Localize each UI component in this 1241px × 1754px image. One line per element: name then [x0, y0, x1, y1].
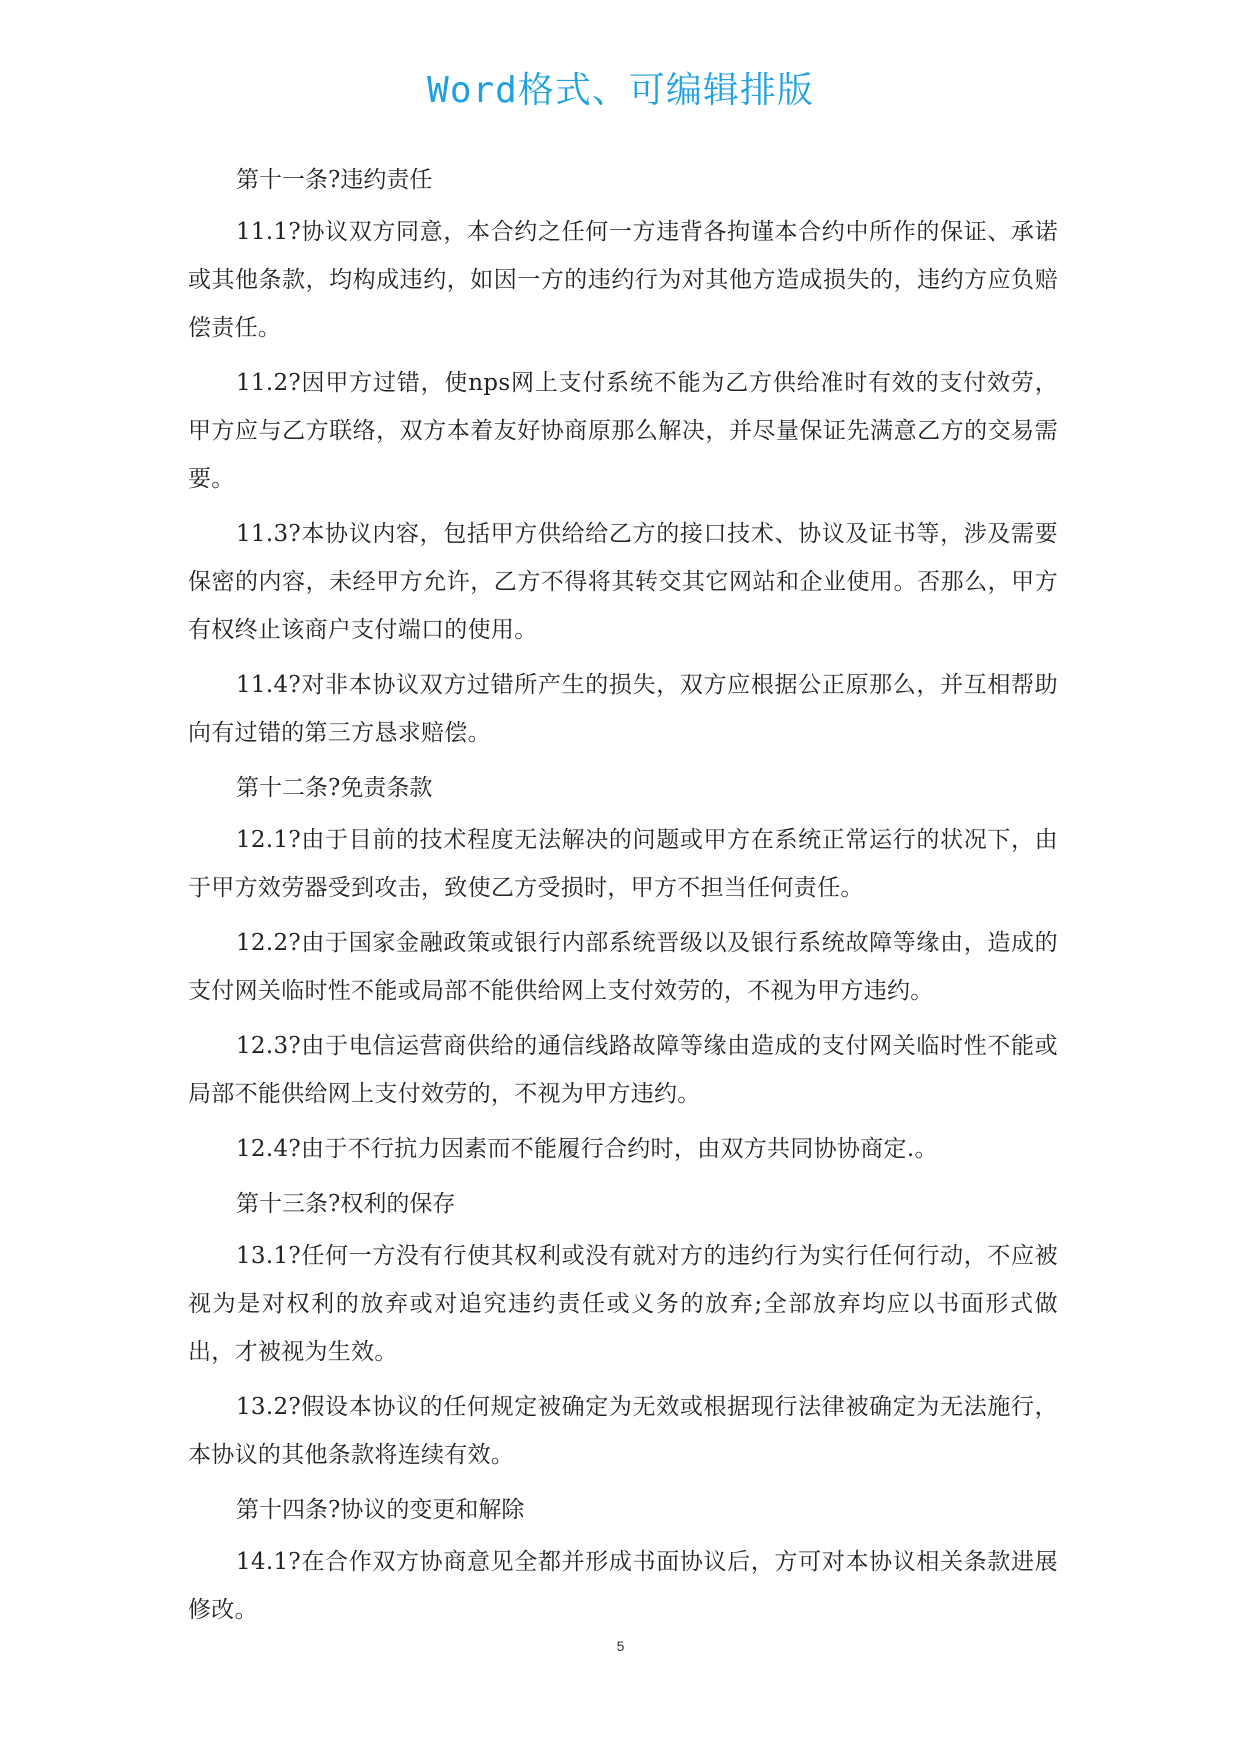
paragraph: 13.2?假设本协议的任何规定被确定为无效或根据现行法律被确定为无法施行，本协议的其他条款将连续有效。 [188, 1394, 1058, 1468]
section-heading: 第十三条?权利的保存 [236, 1191, 456, 1217]
paragraph: 11.2?因甲方过错，使nps网上支付系统不能为乙方供给准时有效的支付效劳，甲方应与乙方联络，双方本着友好协商原那么解决，并尽量保证先满意乙方的交易需要。 [188, 370, 1058, 492]
section-heading: 第十四条?协议的变更和解除 [236, 1497, 525, 1523]
paragraph: 11.3?本协议内容，包括甲方供给给乙方的接口技术、协议及证书等，涉及需要保密的内容，未经甲方允许，乙方不得将其转交其它网站和企业使用。否那么，甲方有权终止该商户支付端口的使用。 [188, 521, 1058, 643]
paragraph: 12.2?由于国家金融政策或银行内部系统晋级以及银行系统故障等缘由，造成的支付网关临时性不能或局部不能供给网上支付效劳的，不视为甲方违约。 [188, 930, 1058, 1004]
paragraph: 13.1?任何一方没有行使其权利或没有就对方的违约行为实行任何行动，不应被视为是对权利的放弃或对追究违约责任或义务的放弃;全部放弃均应以书面形式做出，才被视为生效。 [188, 1243, 1058, 1365]
section-heading: 第十一条?违约责任 [236, 167, 433, 193]
header-title: Word格式、可编辑排版 [427, 70, 814, 111]
section-heading: 第十二条?免责条款 [236, 775, 433, 801]
paragraph: 12.4?由于不行抗力因素而不能履行合约时，由双方共同协协商定.。 [236, 1136, 938, 1162]
paragraph: 14.1?在合作双方协商意见全都并形成书面协议后，方可对本协议相关条款进展修改。 [188, 1549, 1058, 1623]
paragraph: 11.4?对非本协议双方过错所产生的损失，双方应根据公正原那么，并互相帮助向有过错的第三方恳求赔偿。 [188, 672, 1058, 746]
page-number: 5 [616, 1638, 625, 1654]
paragraph: 11.1?协议双方同意，本合约之任何一方违背各拘谨本合约中所作的保证、承诺或其他条款，均构成违约，如因一方的违约行为对其他方造成损失的，违约方应负赔偿责任。 [188, 219, 1058, 341]
paragraph: 12.1?由于目前的技术程度无法解决的问题或甲方在系统正常运行的状况下，由于甲方效劳器受到攻击，致使乙方受损时，甲方不担当任何责任。 [188, 827, 1058, 901]
paragraph: 12.3?由于电信运营商供给的通信线路故障等缘由造成的支付网关临时性不能或局部不能供给网上支付效劳的，不视为甲方违约。 [188, 1033, 1058, 1107]
document-body [188, 156, 1058, 1641]
